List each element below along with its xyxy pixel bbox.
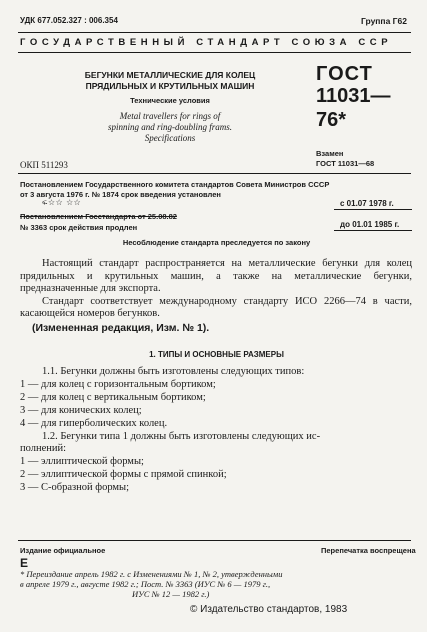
title-ru-line-1: БЕГУНКИ МЕТАЛЛИЧЕСКИЕ ДЛЯ КОЛЕЦ [84,70,256,80]
standard-title: ГОСУДАРСТВЕННЫЙ СТАНДАРТ СОЮЗА ССР [20,37,393,48]
replaces-label: Взамен [316,149,344,158]
group-code: Группа Г62 [361,16,407,26]
list-item: 1.2. Бегунки типа 1 должны быть изготовлены следующих ис- [42,430,321,442]
title-en [60,111,280,144]
title-ru-line-2: ПРЯДИЛЬНЫХ И КРУТИЛЬНЫХ МАШИН [85,81,255,91]
resolution-1-line-1: Постановлением Государственного комитета стандартов Совета Министров СССР [20,180,330,189]
document-title-block [60,70,280,144]
list-item: полнений: [20,443,67,455]
replaces-value: ГОСТ 11031—68 [316,159,375,168]
edition-letter: Е [20,556,29,570]
reprint-footnote [20,569,412,599]
resolution-1-line-2: от 3 августа 1976 г. № 1874 срок введения установлен [20,190,221,199]
stamp-mark: ፍ☆☆ ☆☆ [42,198,82,207]
gost-designation [316,64,416,168]
title-en-line-1: Metal travellers for rings of [119,111,221,121]
list-item: 1.1. Бегунки должны быть изготовлены следующих типов: [42,366,305,377]
header-divider-top [18,32,411,33]
effective-date-underline [334,209,412,210]
list-item: 3 — для конических колец; [20,404,142,416]
resolution-2 [20,211,320,233]
extended-date-underline [334,230,412,231]
list-item: 1 — для колец с горизонтальным бортиком; [20,378,216,390]
title-ru [60,70,280,92]
title-en-line-2: spinning and ring-doubling frams. [107,122,232,132]
resolution-1 [20,180,410,200]
gost-label: ГОСТ [316,63,373,85]
udk-code: УДК 677.052.327 : 006.354 [20,16,118,25]
list-item: 2 — эллиптической формы с прямой спинкой; [20,469,227,481]
copyright-notice: © Издательство стандартов, 1983 [190,604,348,615]
intro-paragraph-2: Стандарт соответствует международному стандарту ИСО 2266—74 в части, касающейся номеров бегунков. [20,295,412,320]
footnote-line-2: в апреле 1979 г., августе 1982 г.; Пост. № 3363 (ИУС № 6 — 1979 г., [20,579,271,589]
footnote-line-3: ИУС № 12 — 1982 г.) [132,589,210,599]
list-item: 1 — эллиптической формы; [20,456,144,468]
legal-warning: Несоблюдение стандарта преследуется по закону [122,238,311,247]
intro-text [20,258,412,335]
gost-number: 11031—76* [316,85,391,131]
types-list [20,366,412,495]
footer-divider [18,540,411,541]
intro-paragraph-1: Настоящий стандарт распространяется на металлические бегунки для колец прядильных и крутильных машин, а также на металлические бегунки, предназначенные для экспорта. [20,258,412,295]
official-edition-label: Издание официальное [20,546,106,555]
list-item: 3 — С-образной формы; [20,482,130,494]
resolution-divider [18,173,411,174]
footnote-line-1: * Переиздание апрель 1982 г. с Изменениями № 1, № 2, утвержденными [20,569,283,579]
section-heading: 1. ТИПЫ И ОСНОВНЫЕ РАЗМЕРЫ [149,350,284,359]
resolution-2-line-2: № 3363 срок действия продлен [20,223,138,232]
okp-code: ОКП 511293 [20,160,68,170]
reprint-forbidden-label: Перепечатка воспрещена [321,546,416,555]
list-item: 4 — для гиперболических колец. [20,417,168,429]
resolution-2-line-1: Постановлением Госстандарта от 25.08.82 [20,212,177,221]
extended-date: до 01.01 1985 г. [340,220,400,229]
list-item: 2 — для колец с вертикальным бортиком; [20,391,206,403]
header-divider-bottom [18,52,411,53]
title-subtitle: Технические условия [130,96,210,105]
effective-date: с 01.07 1978 г. [340,199,394,208]
amendment-note: (Измененная редакция, Изм. № 1). [32,321,210,334]
title-en-line-3: Specifications [144,133,196,143]
